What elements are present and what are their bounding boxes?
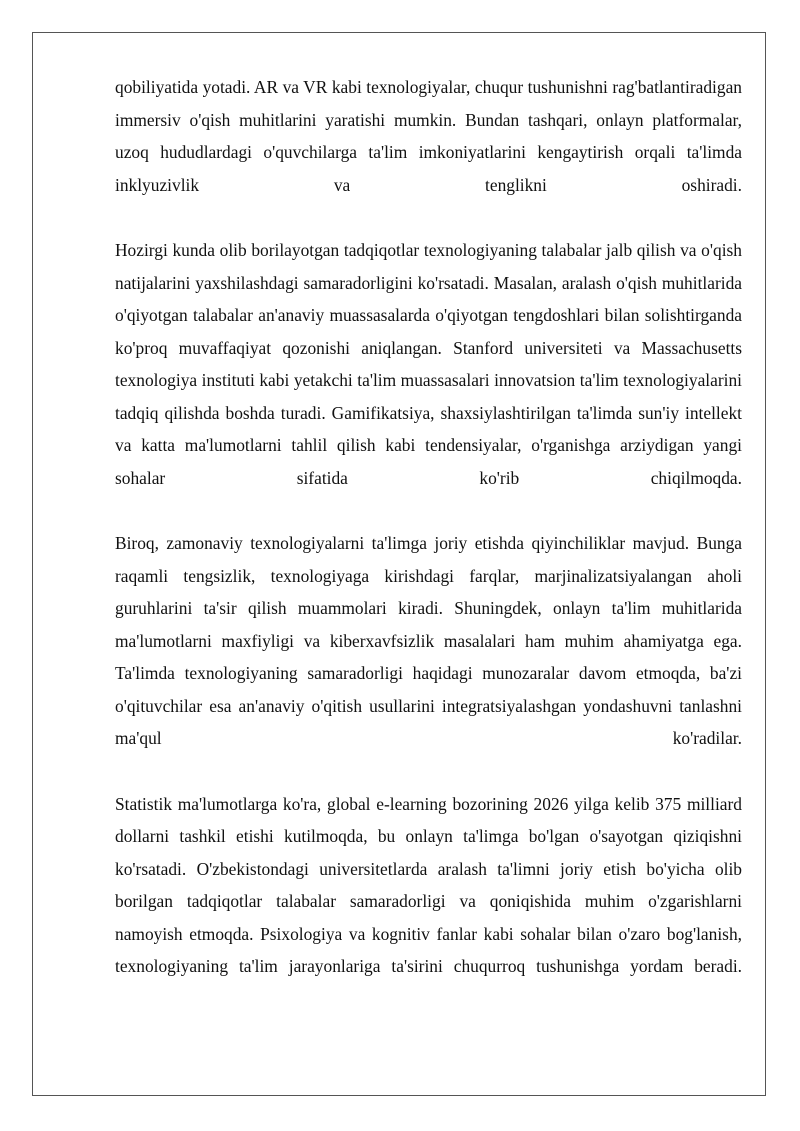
paragraph-4: Statistik ma'lumotlarga ko'ra, global e-learning bozorining 2026 yilga kelib 375 milliard dollarni tashkil etishi kutilmoqda, bu onlayn ta'limga bo'lgan o'sayotgan qiziqishni ko'rsatadi. O'zbekistondagi universitetlarda aralash ta'limni joriy etish bo'yicha olib borilgan tadqiqotlar talabalar samaradorligi va qoniqishida muhim o'zgarishlarni namoyish etmoqda. Psixologiya va kognitiv fanlar kabi sohalar bilan o'zaro bog'lanish, texnologiyaning ta'lim jarayonlariga ta'sirini chuqurroq tushunishga yordam beradi. (115, 793, 742, 976)
paragraph-2: Hozirgi kunda olib borilayotgan tadqiqotlar texnologiyaning talabalar jalb qilish va o'qish natijalarini yaxshilashdagi samaradorligini ko'rsatadi. Masalan, aralash o'qish muhitlarida o'qiyotgan talabalar an'anaviy muassasalarda o'qiyotgan tengdoshlari bilan solishtirganda ko'proq muvaffaqiyat qozonishi aniqlangan. Stanford universiteti va Massachusetts texnologiya instituti kabi yetakchi ta'lim muassasalari innovatsion ta'lim texnologiyalarini tadqiq qilishda boshda turadi. Gamifikatsiya, shaxsiylashtirilgan ta'limda sun'iy intellekt va katta ma'lumotlarni tahlil qilish kabi tendensiyalar, o'rganishga arziydigan yangi sohalar sifatida ko'rib chiqilmoqda. (115, 240, 742, 488)
document-body (115, 71, 742, 1016)
paragraph-3: Biroq, zamonaviy texnologiyalarni ta'limga joriy etishda qiyinchiliklar mavjud. Bunga raqamli tengsizlik, texnologiyaga kirishdagi farqlar, marjinalizatsiyalangan aholi guruhlarini ta'sir qilish muammolari kiradi. Shuningdek, onlayn ta'lim muhitlarida ma'lumotlarni maxfiyligi va kiberxavfsizlik masalalari ham muhim ahamiyatga ega. Ta'limda texnologiyaning samaradorligi haqidagi munozaralar davom etmoqda, ba'zi o'qituvchilar esa an'anaviy o'qitish usullarini integratsiyalashgan yondashuvni tanlashni ma'qul ko'radilar. (115, 533, 742, 748)
paragraph-1: qobiliyatida yotadi. AR va VR kabi texnologiyalar, chuqur tushunishni rag'batlantiradigan immersiv o'qish muhitlarini yaratishi mumkin. Bundan tashqari, onlayn platformalar, uzoq hududlardagi o'quvchilarga ta'lim imkoniyatlarini kengaytirish orqali ta'limda inklyuzivlik va tenglikni oshiradi. (115, 77, 742, 195)
